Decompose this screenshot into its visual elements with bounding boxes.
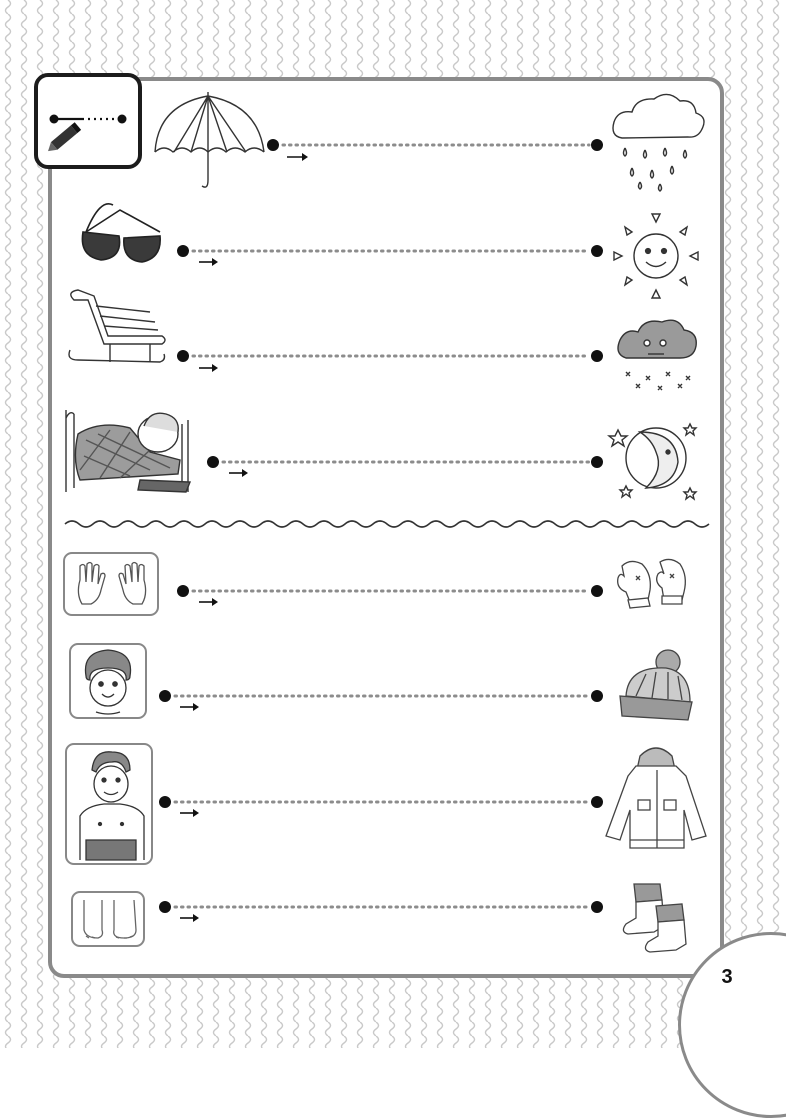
dotted-line-with-pencil-icon xyxy=(38,77,138,165)
worksheet-frame xyxy=(48,77,724,978)
page-number: 3 xyxy=(721,966,733,988)
instruction-badge xyxy=(34,73,142,169)
